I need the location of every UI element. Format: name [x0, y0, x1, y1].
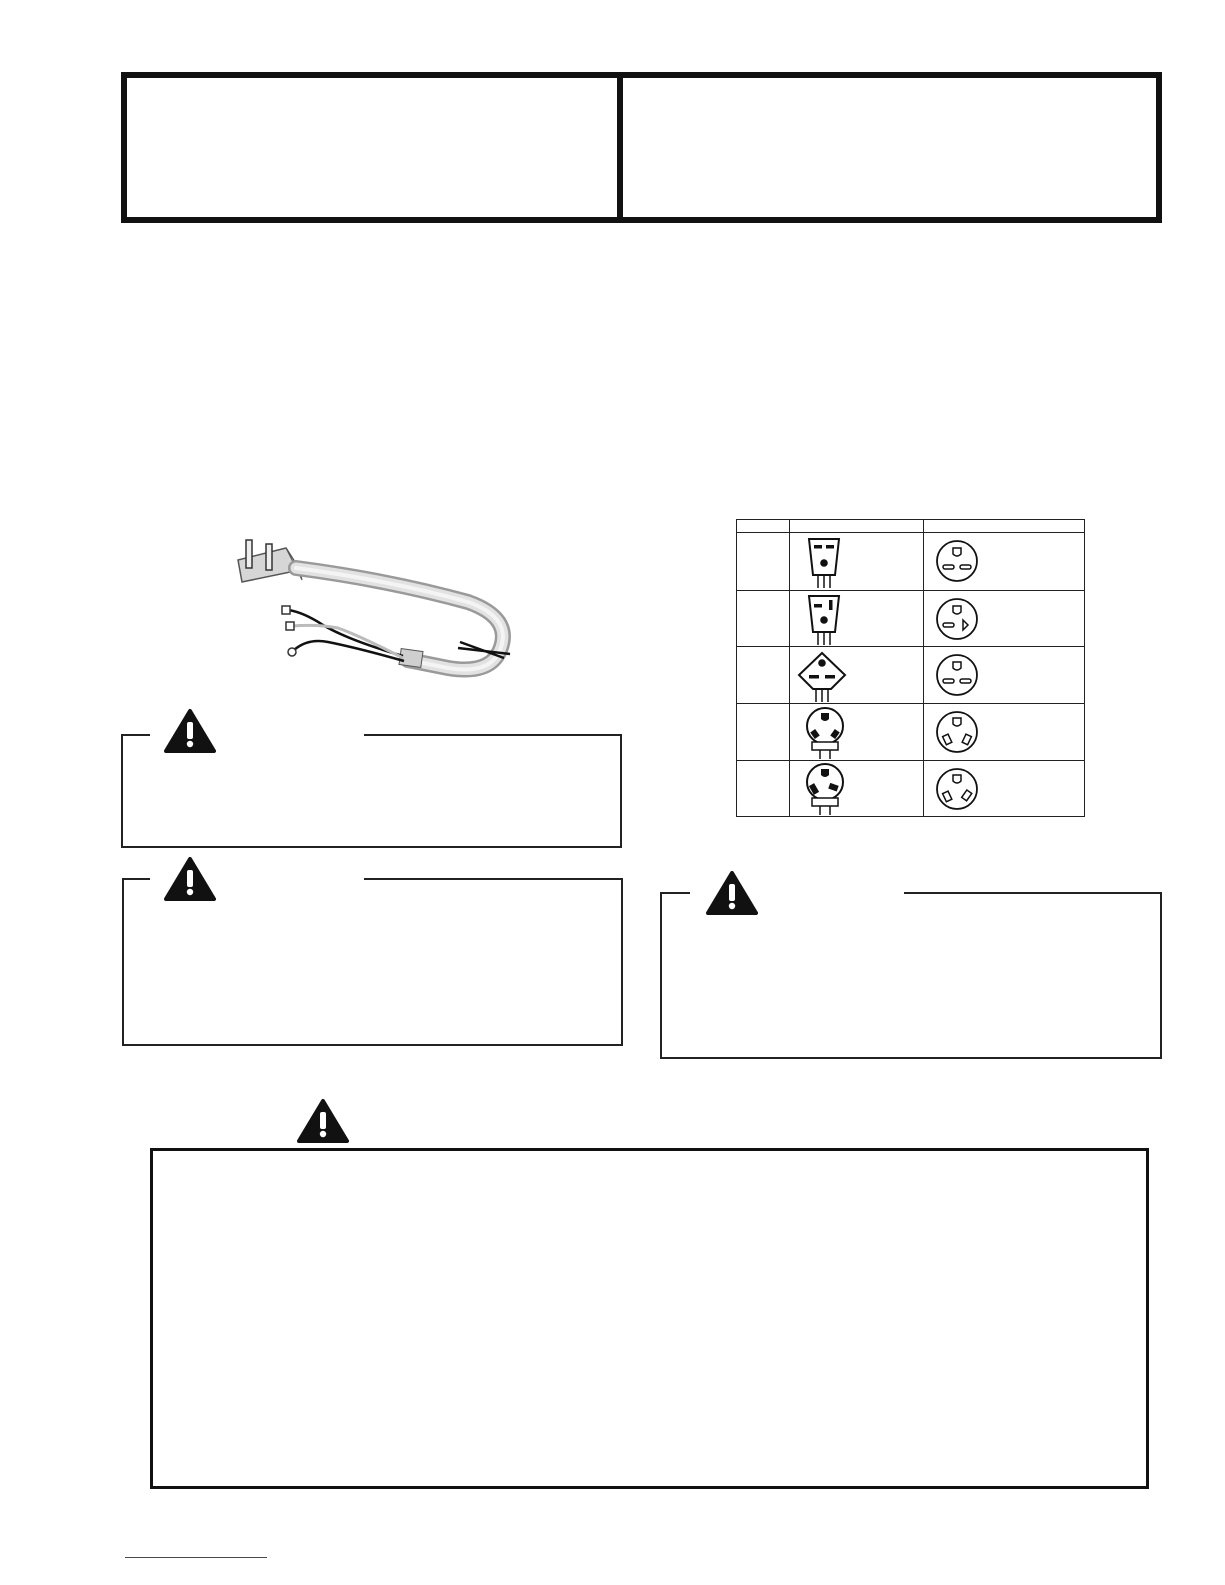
warning-triangle-icon — [164, 708, 216, 754]
warning-rule-top-left — [364, 734, 622, 736]
three-prong-plug-icon — [806, 537, 842, 589]
header-right-cell — [617, 72, 1162, 223]
warning-triangle-icon — [706, 870, 758, 916]
footer-link-underline[interactable] — [125, 1557, 267, 1558]
three-hole-receptacle-icon — [935, 653, 979, 697]
table-row — [736, 761, 1085, 817]
table-row — [736, 704, 1085, 760]
power-cord-illustration — [228, 530, 518, 690]
t-blade-plug-icon — [806, 594, 842, 646]
round-angled-receptacle-icon — [935, 710, 979, 754]
plug-receptacle-table — [736, 519, 1085, 817]
round-three-prong-plug-icon — [802, 706, 848, 760]
warning-box-mid-left — [122, 878, 623, 1046]
round-angled-receptacle-icon — [935, 767, 979, 811]
warning-box-mid-right — [660, 892, 1162, 1059]
table-row — [736, 533, 1085, 590]
power-cord-assembly-icon — [228, 530, 518, 690]
header-left-cell — [121, 72, 623, 223]
table-row — [736, 647, 1085, 703]
warning-triangle-icon — [297, 1098, 349, 1144]
three-hole-receptacle-icon — [935, 539, 979, 583]
warning-rule-mid-left — [364, 878, 623, 880]
table-row — [736, 591, 1085, 646]
warning-triangle-icon — [164, 856, 216, 902]
diamond-plug-icon — [795, 651, 849, 703]
t-slot-receptacle-icon — [935, 597, 979, 641]
warning-rule-mid-right — [904, 892, 1162, 894]
round-angled-plug-icon — [802, 762, 848, 816]
warning-box-bottom — [150, 1148, 1149, 1489]
